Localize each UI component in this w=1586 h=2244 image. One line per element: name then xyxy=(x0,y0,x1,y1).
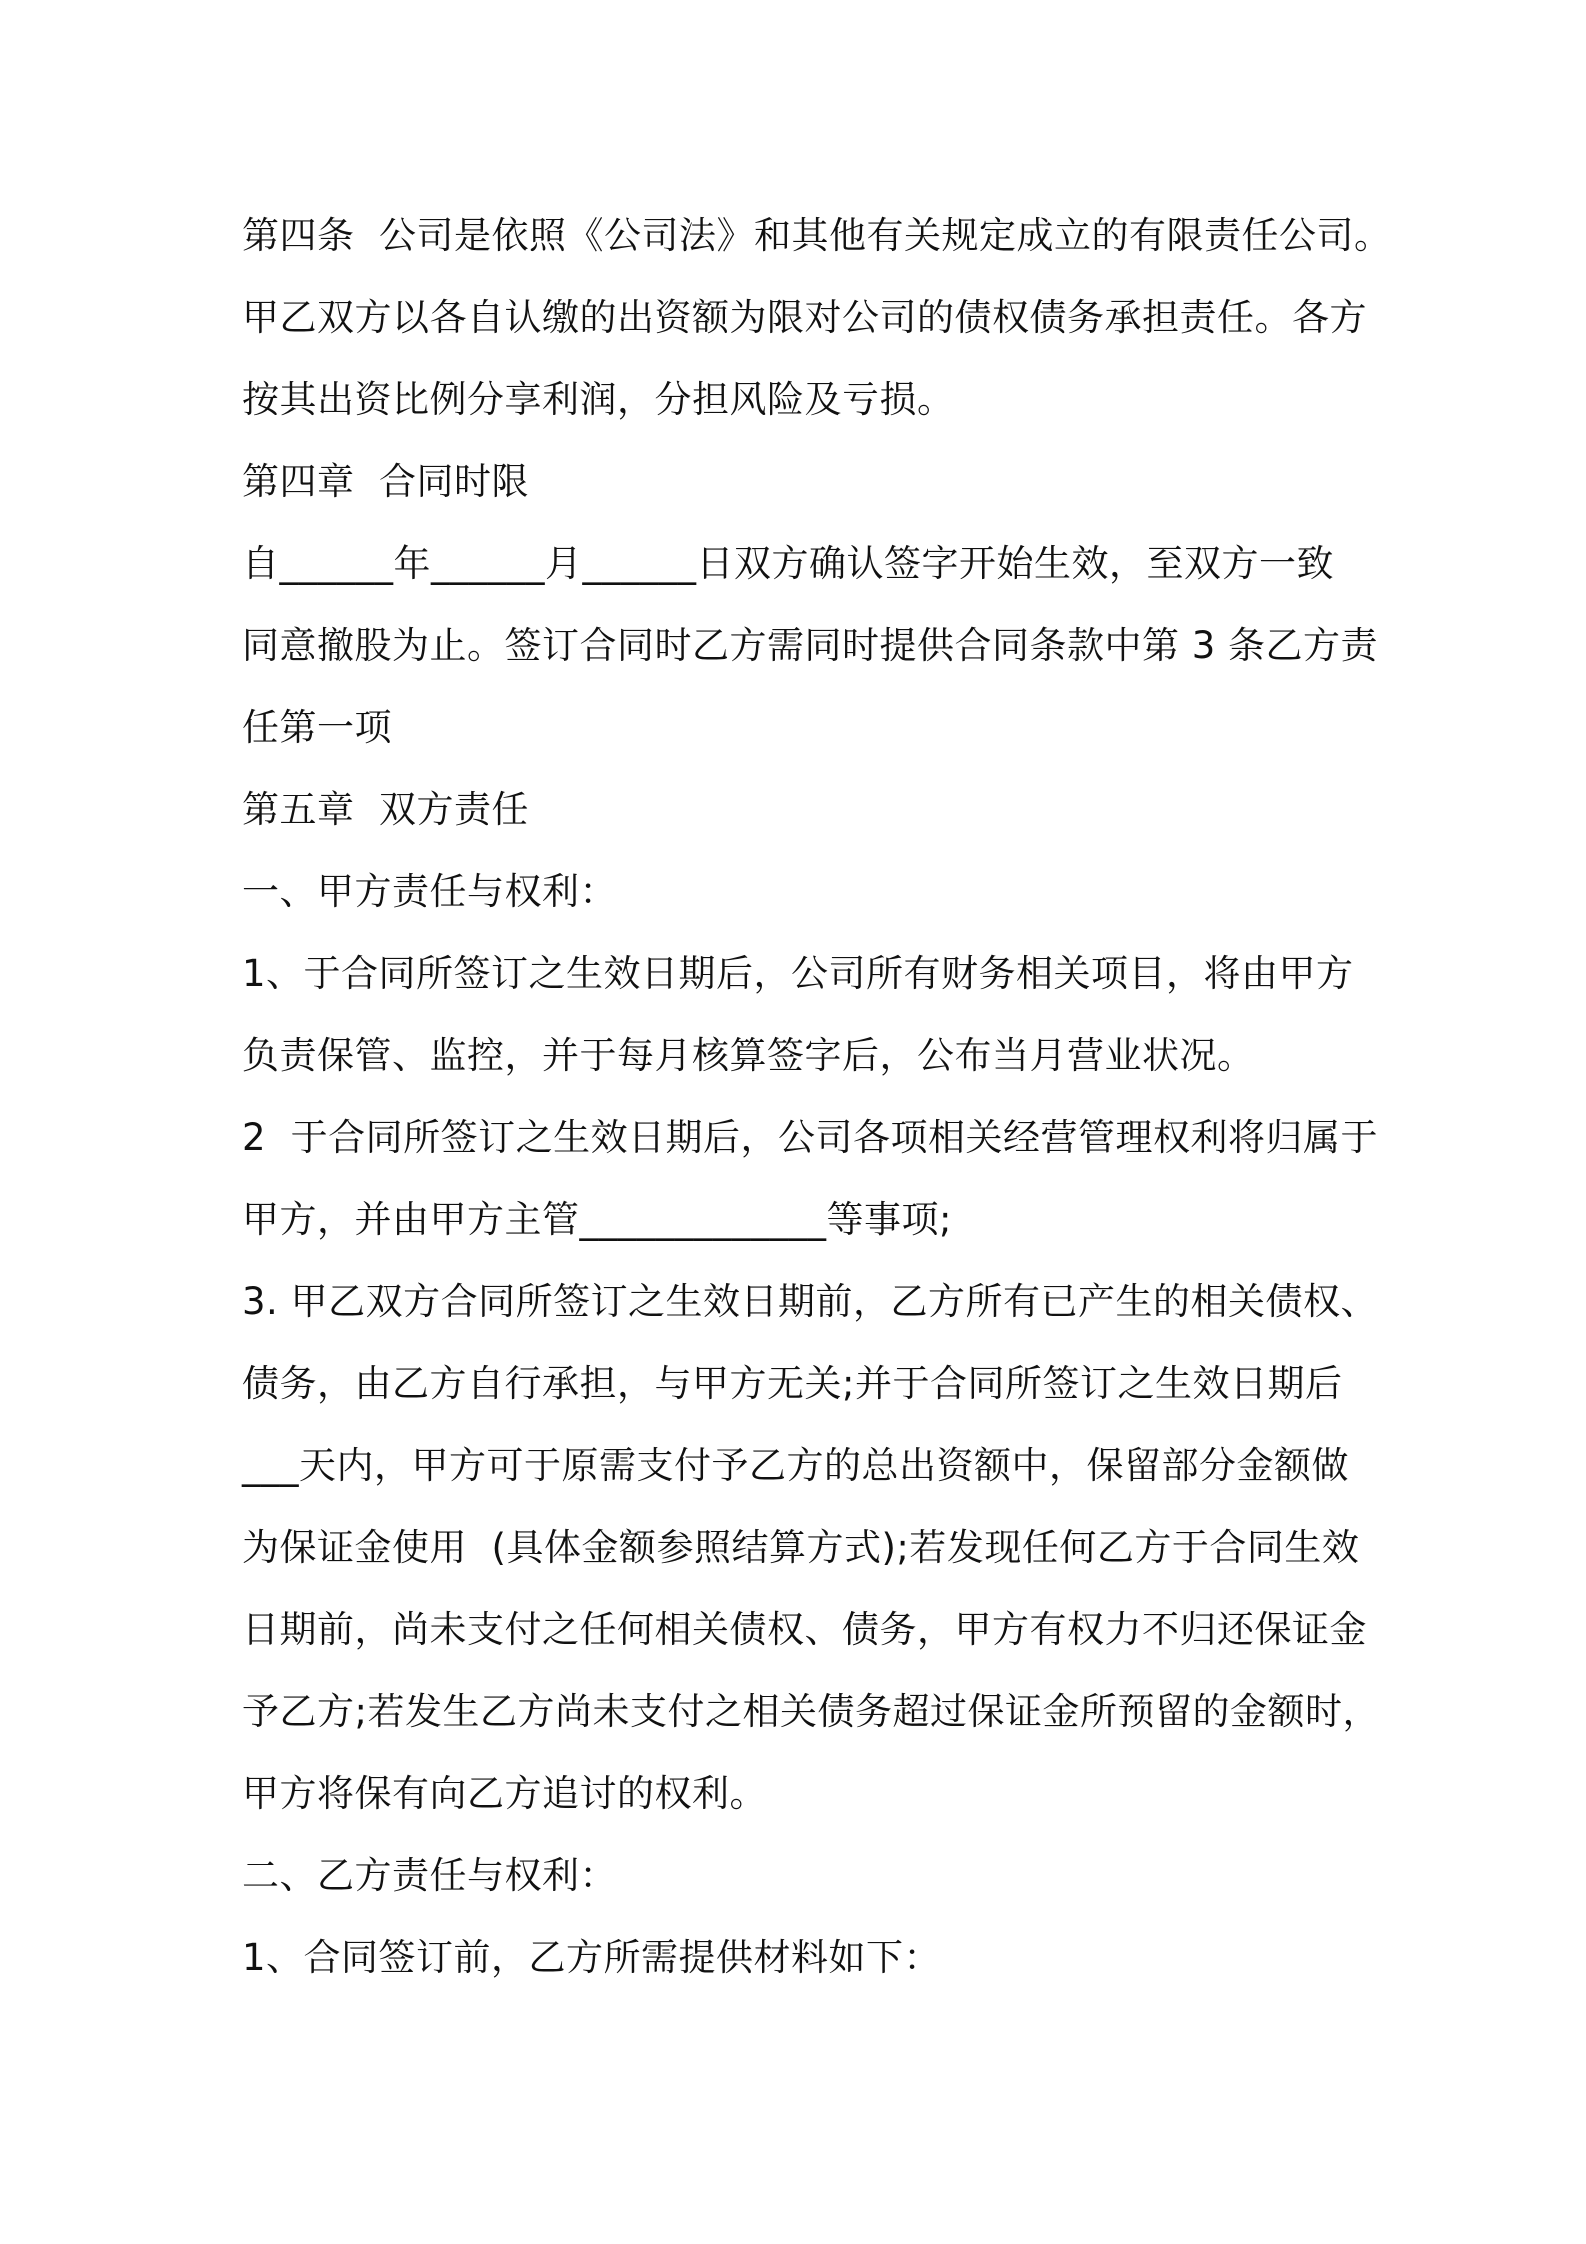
text-line: 债务，由乙方自行承担，与甲方无关;并于合同所签订之生效日期后 xyxy=(242,1362,1343,1405)
text-line: 负责保管、监控，并于每月核算签字后，公布当月营业状况。 xyxy=(242,1034,1255,1077)
chapter-4-heading: 第四章 合同时限 xyxy=(242,460,530,503)
text-line-article-4: 第四条 公司是依照《公司法》和其他有关规定成立的有限责任公司。 xyxy=(242,214,1392,257)
clause-a2: 2 于合同所签订之生效日期后，公司各项相关经营管理权利将归属于 xyxy=(242,1116,1379,1159)
text-line: 按其出资比例分享利润，分担风险及亏损。 xyxy=(242,378,955,421)
text-line: 甲方，并由甲方主管_____________等事项; xyxy=(242,1198,952,1241)
clause-b1: 1、合同签订前，乙方所需提供材料如下： xyxy=(242,1936,942,1979)
text-line: 予乙方;若发生乙方尚未支付之相关债务超过保证金所预留的金额时， xyxy=(242,1690,1380,1733)
chapter-5-heading: 第五章 双方责任 xyxy=(242,788,530,831)
section-party-a-heading: 一、甲方责任与权利： xyxy=(242,870,617,913)
text-line: 日期前，尚未支付之任何相关债权、债务，甲方有权力不归还保证金 xyxy=(242,1608,1367,1651)
text-line: 甲乙双方以各自认缴的出资额为限对公司的债权债务承担责任。各方 xyxy=(242,296,1367,339)
text-line: 同意撤股为止。签订合同时乙方需同时提供合同条款中第 3 条乙方责 xyxy=(242,624,1379,667)
text-line-term: 自______年______月______日双方确认签字开始生效，至双方一致 xyxy=(242,542,1334,585)
text-line: 任第一项 xyxy=(242,706,392,749)
text-line: ___天内，甲方可于原需支付予乙方的总出资额中，保留部分金额做 xyxy=(242,1444,1349,1487)
text-line: 甲方将保有向乙方追讨的权利。 xyxy=(242,1772,767,1815)
clause-a3: 3. 甲乙双方合同所签订之生效日期前，乙方所有已产生的相关债权、 xyxy=(242,1280,1379,1323)
section-party-b-heading: 二、乙方责任与权利： xyxy=(242,1854,617,1897)
text-line: 为保证金使用 (具体金额参照结算方式);若发现任何乙方于合同生效 xyxy=(242,1526,1360,1569)
clause-a1: 1、于合同所签订之生效日期后，公司所有财务相关项目，将由甲方 xyxy=(242,952,1354,995)
